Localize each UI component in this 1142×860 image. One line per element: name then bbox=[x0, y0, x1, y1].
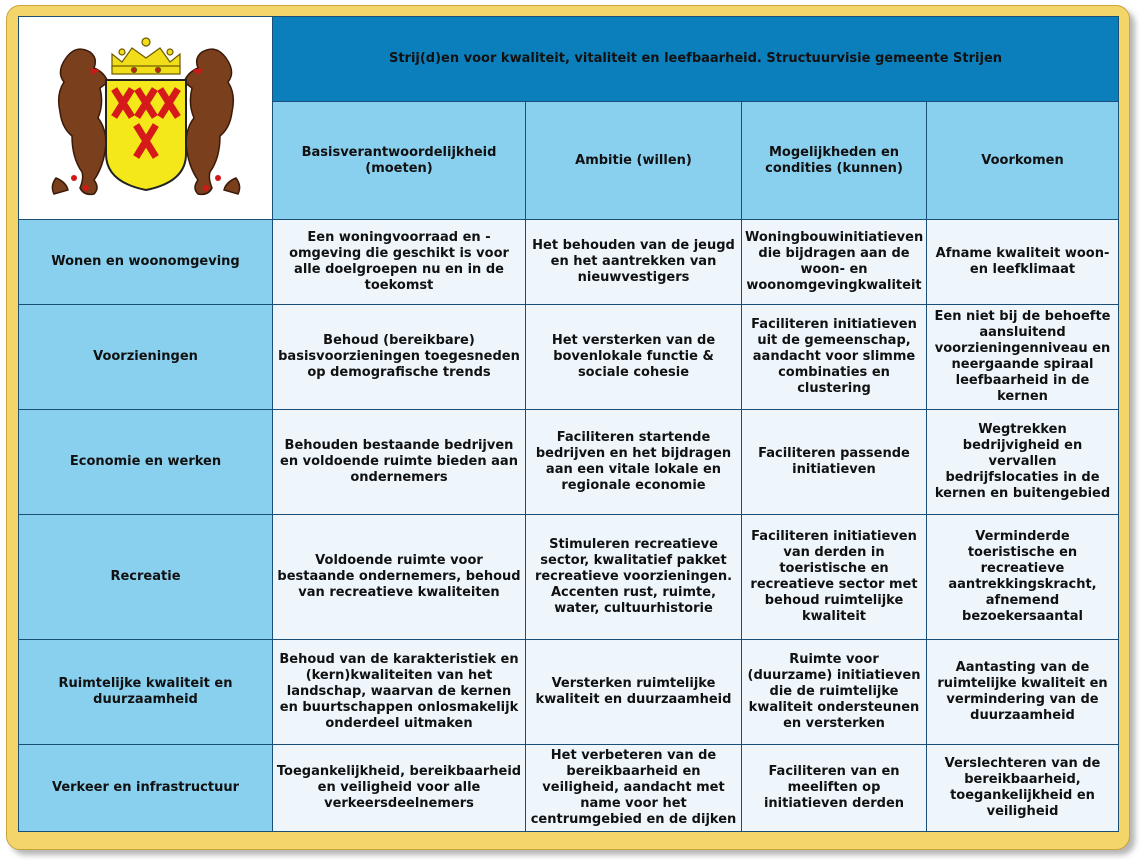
table-cell: Afname kwaliteit woon- en leefklimaat bbox=[927, 220, 1119, 305]
table-cell: Verminderde toeristische en recreatieve aantrekkingskracht, afnemend bezoekersaantal bbox=[927, 515, 1119, 640]
structuurvisie-table bbox=[18, 16, 1119, 832]
column-header-mogelijkheden: Mogelijkheden en condities (kunnen) bbox=[742, 102, 927, 220]
table-row bbox=[19, 220, 1119, 305]
table-cell: Woningbouwinitiatieven die bijdragen aan de woon- en woonomgevingkwaliteit bbox=[742, 220, 927, 305]
row-header: Voorzieningen bbox=[19, 305, 273, 410]
table-cell: Het behouden van de jeugd en het aantrekken van nieuwvestigers bbox=[526, 220, 742, 305]
table-cell: Behoud (bereikbare) basisvoorzieningen toegesneden op demografische trends bbox=[273, 305, 526, 410]
table-cell: Het verbeteren van de bereikbaarheid en veiligheid, aandacht met name voor het centrumgebied en de dijken bbox=[526, 745, 742, 832]
row-header: Economie en werken bbox=[19, 410, 273, 515]
row-header: Verkeer en infrastructuur bbox=[19, 745, 273, 832]
table-cell: Faciliteren startende bedrijven en het bijdragen aan een vitale lokale en regionale economie bbox=[526, 410, 742, 515]
table-cell: Verslechteren van de bereikbaarheid, toegankelijkheid en veiligheid bbox=[927, 745, 1119, 832]
table-row bbox=[19, 305, 1119, 410]
table-cell: Faciliteren initiatieven van derden in toeristische en recreatieve sector met behoud ruimtelijke kwaliteit bbox=[742, 515, 927, 640]
table-row bbox=[19, 410, 1119, 515]
table-cell: Een niet bij de behoefte aansluitend voorzieningenniveau en neergaande spiraal leefbaarheid in de kernen bbox=[927, 305, 1119, 410]
table-row bbox=[19, 745, 1119, 832]
column-header-voorkomen: Voorkomen bbox=[927, 102, 1119, 220]
table-cell: Wegtrekken bedrijvigheid en vervallen bedrijfslocaties in de kernen en buitengebied bbox=[927, 410, 1119, 515]
table-cell: Toegankelijkheid, bereikbaarheid en veiligheid voor alle verkeersdeelnemers bbox=[273, 745, 526, 832]
table-cell: Behouden bestaande bedrijven en voldoende ruimte bieden aan ondernemers bbox=[273, 410, 526, 515]
table-cell: Ruimte voor (duurzame) initiatieven die de ruimtelijke kwaliteit ondersteunen en versterken bbox=[742, 640, 927, 745]
table-cell: Behoud van de karakteristiek en (kern)kwaliteiten van het landschap, waarvan de kernen en buurtschappen onlosmakelijk onderdeel uitmaken bbox=[273, 640, 526, 745]
table-cell: Faciliteren initiatieven uit de gemeenschap, aandacht voor slimme combinaties en clustering bbox=[742, 305, 927, 410]
table-cell: Het versterken van de bovenlokale functie & sociale cohesie bbox=[526, 305, 742, 410]
column-header-basisverantwoordelijkheid: Basisverantwoordelijkheid (moeten) bbox=[273, 102, 526, 220]
column-header-ambitie: Ambitie (willen) bbox=[526, 102, 742, 220]
row-header: Ruimtelijke kwaliteit en duurzaamheid bbox=[19, 640, 273, 745]
table-cell: Versterken ruimtelijke kwaliteit en duurzaamheid bbox=[526, 640, 742, 745]
table-cell: Stimuleren recreatieve sector, kwalitatief pakket recreatieve voorzieningen. Accenten rust, ruimte, water, cultuurhistorie bbox=[526, 515, 742, 640]
table-cell: Faciliteren van en meeliften op initiatieven derden bbox=[742, 745, 927, 832]
row-header: Wonen en woonomgeving bbox=[19, 220, 273, 305]
logo-cell bbox=[19, 17, 273, 220]
page-title: Strij(d)en voor kwaliteit, vitaliteit en leefbaarheid. Structuurvisie gemeente Strijen bbox=[273, 17, 1119, 102]
row-header: Recreatie bbox=[19, 515, 273, 640]
table-cell: Een woningvoorraad en -omgeving die geschikt is voor alle doelgroepen nu en in de toekomst bbox=[273, 220, 526, 305]
table-row bbox=[19, 515, 1119, 640]
table-cell: Faciliteren passende initiatieven bbox=[742, 410, 927, 515]
table-cell: Aantasting van de ruimtelijke kwaliteit en vermindering van de duurzaamheid bbox=[927, 640, 1119, 745]
strijen-coat-of-arms-icon bbox=[26, 28, 266, 208]
table-row bbox=[19, 640, 1119, 745]
table-cell: Voldoende ruimte voor bestaande ondernemers, behoud van recreatieve kwaliteiten bbox=[273, 515, 526, 640]
